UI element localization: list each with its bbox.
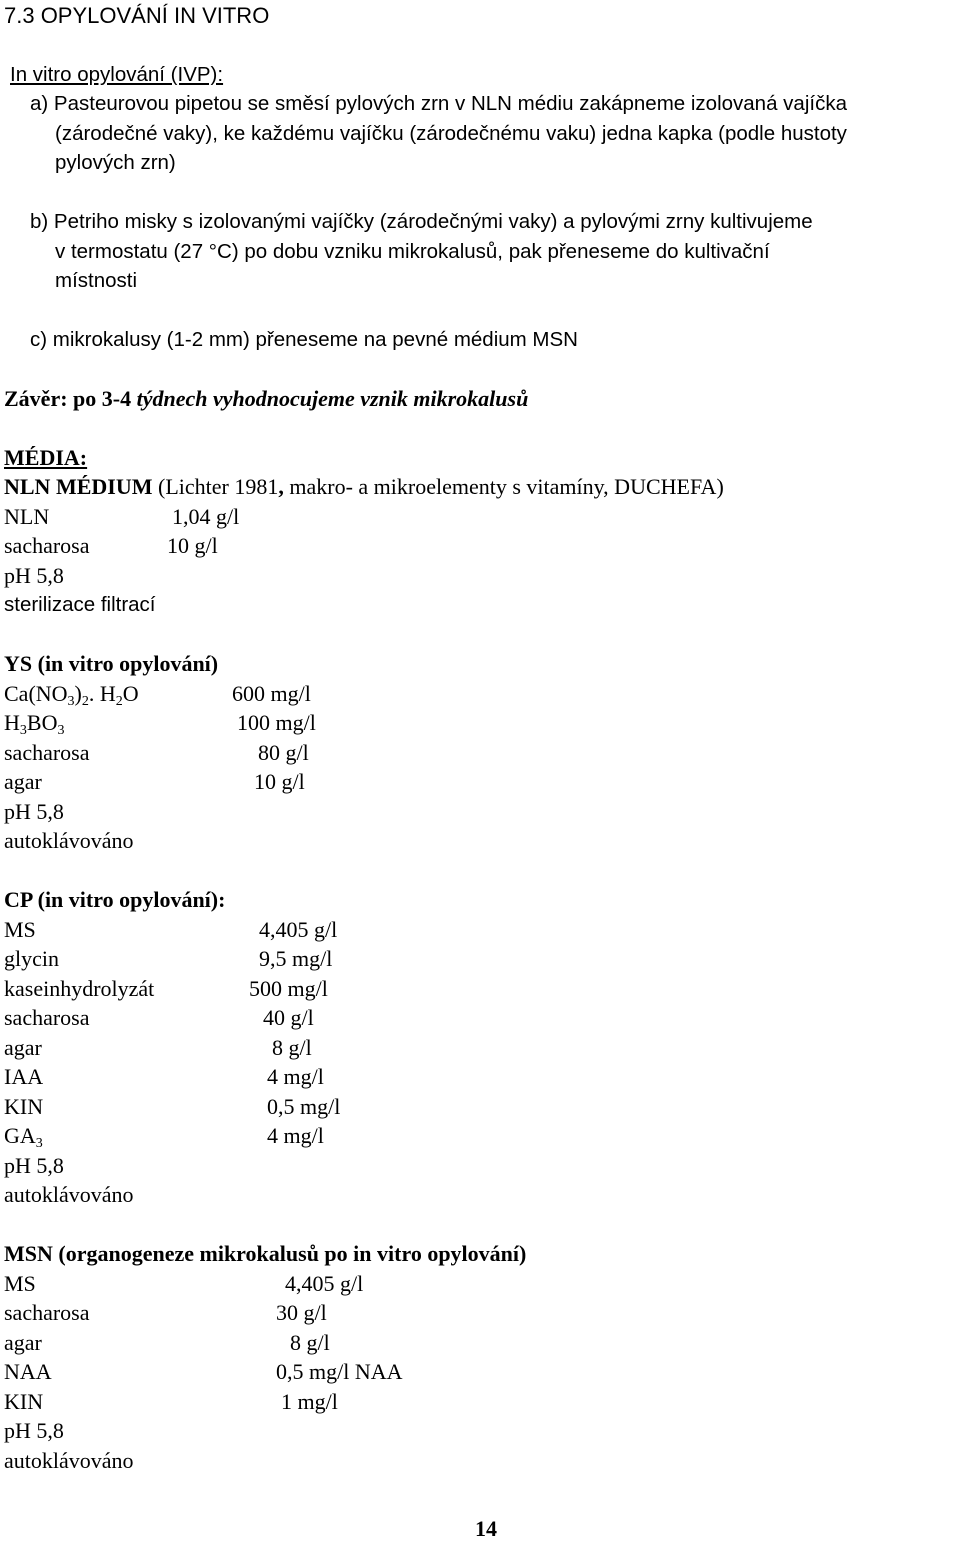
- media-heading: MÉDIA:: [4, 445, 88, 470]
- cp-row-value: 500 mg/l: [249, 976, 328, 1001]
- msn-row-value: 4,405 g/l: [285, 1271, 364, 1296]
- cp-row-value: 0,5 mg/l: [267, 1094, 341, 1119]
- ys-title: YS (in vitro opylování): [4, 651, 219, 676]
- cp-row-name: IAA: [4, 1064, 44, 1089]
- ivp-a-line-3: pylových zrn): [55, 151, 176, 174]
- cp-note: autoklávováno: [4, 1182, 134, 1207]
- msn-row-name: NAA: [4, 1359, 52, 1384]
- msn-row-value: 1 mg/l: [281, 1389, 338, 1414]
- ys-row-value: 10 g/l: [254, 769, 305, 794]
- ys-formula-boric-acid: $H_3BO_3$: [4, 710, 65, 738]
- ys-formula-calcium-nitrate: $Ca(NO_3)_2$. $H_2O$: [4, 681, 139, 709]
- ys-row-value: 100 mg/l: [237, 710, 316, 735]
- msn-note: pH 5,8: [4, 1418, 64, 1443]
- cp-row-value: 4 mg/l: [267, 1123, 324, 1148]
- cp-row-value: 4 mg/l: [267, 1064, 324, 1089]
- nln-row-name: sacharosa: [4, 533, 90, 558]
- section-title: 7.3 OPYLOVÁNÍ IN VITRO: [4, 3, 270, 28]
- cp-row-name: sacharosa: [4, 1005, 90, 1030]
- ys-note: autoklávováno: [4, 828, 134, 853]
- ivp-b-line-3: místnosti: [55, 269, 138, 292]
- cp-row-value: 40 g/l: [263, 1005, 314, 1030]
- msn-note: autoklávováno: [4, 1448, 134, 1473]
- nln-title: [4, 472, 724, 502]
- ys-row-name: sacharosa: [4, 740, 90, 765]
- conclusion-label: Závěr: po 3-4: [4, 386, 132, 411]
- ys-row-value: 600 mg/l: [232, 681, 311, 706]
- conclusion-text: týdnech vyhodnocujeme vznik mikrokalusů: [131, 386, 529, 411]
- cp-row-name: glycin: [4, 946, 59, 971]
- cp-row-value: 4,405 g/l: [259, 917, 338, 942]
- ivp-heading: In vitro opylování (IVP):: [10, 63, 224, 86]
- msn-row-name: agar: [4, 1330, 42, 1355]
- ys-note: pH 5,8: [4, 799, 64, 824]
- cp-note: pH 5,8: [4, 1153, 64, 1178]
- ivp-a-line-2: (zárodečné vaky), ke každému vajíčku (zárodečnému vaku) jedna kapka (podle hustoty: [55, 122, 847, 145]
- ivp-c-line: c) mikrokalusy (1-2 mm) přeneseme na pevné médium MSN: [30, 328, 578, 351]
- cp-title: CP (in vitro opylování):: [4, 887, 226, 912]
- cp-row-name: KIN: [4, 1094, 44, 1119]
- ys-row-name: agar: [4, 769, 42, 794]
- nln-title-bold: NLN MÉDIUM: [4, 474, 153, 499]
- ivp-a-line-1: a) Pasteurovou pipetou se směsí pylových zrn v NLN médiu zakápneme izolovaná vajíčka: [30, 92, 847, 115]
- msn-row-value: 30 g/l: [276, 1300, 327, 1325]
- cp-row-name: agar: [4, 1035, 42, 1060]
- conclusion: [4, 384, 528, 414]
- cp-row-value: 9,5 mg/l: [259, 946, 333, 971]
- nln-title-description: makro- a mikroelementy s vitamíny, DUCHEFA): [283, 474, 724, 499]
- ys-row-value: 80 g/l: [258, 740, 309, 765]
- cp-row-name: kaseinhydrolyzát: [4, 976, 155, 1001]
- nln-row-name: NLN: [4, 504, 50, 529]
- page-number: 14: [475, 1516, 497, 1541]
- nln-row-value: 10 g/l: [167, 533, 218, 558]
- msn-row-name: MS: [4, 1271, 36, 1296]
- msn-row-name: sacharosa: [4, 1300, 90, 1325]
- cp-row-value: 8 g/l: [272, 1035, 312, 1060]
- nln-note: sterilizace filtrací: [4, 593, 156, 616]
- ivp-b-line-1: b) Petriho misky s izolovanými vajíčky (zárodečnými vaky) a pylovými zrny kultivujeme: [30, 210, 813, 233]
- nln-row-value: 1,04 g/l: [172, 504, 240, 529]
- ivp-b-line-2: v termostatu (27 °C) po dobu vzniku mikrokalusů, pak přeneseme do kultivační: [55, 240, 770, 263]
- msn-title: MSN (organogeneze mikrokalusů po in vitro opylování): [4, 1241, 527, 1266]
- nln-title-source: (Lichter 1981: [152, 474, 279, 499]
- cp-row-name: MS: [4, 917, 36, 942]
- msn-row-value: 8 g/l: [290, 1330, 330, 1355]
- msn-row-value: 0,5 mg/l NAA: [276, 1359, 403, 1384]
- nln-note: pH 5,8: [4, 563, 64, 588]
- msn-row-name: KIN: [4, 1389, 44, 1414]
- cp-formula-ga3: $GA_3$: [4, 1123, 43, 1151]
- nln-title-comma: ,: [278, 474, 284, 499]
